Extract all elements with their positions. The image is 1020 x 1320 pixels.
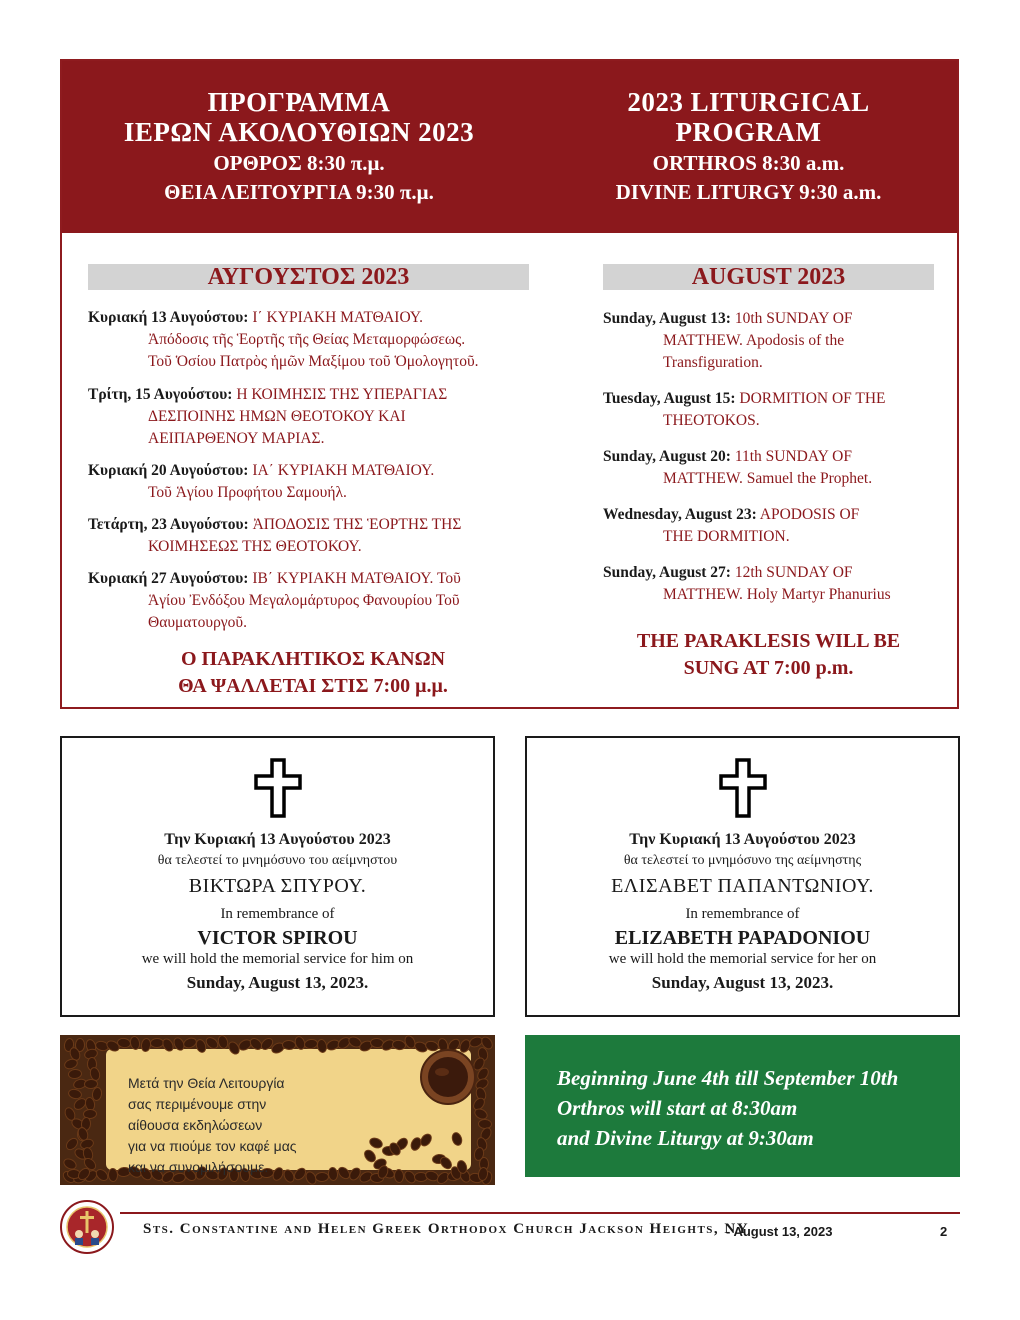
english-entry <box>603 446 948 490</box>
banner-english-liturgy: DIVINE LITURGY 9:30 a.m. <box>615 180 882 204</box>
greek-entry-line: Θαυματουργοῦ. <box>148 614 247 631</box>
english-entry-title: APODOSIS OF <box>756 506 860 523</box>
english-entry <box>603 388 948 432</box>
english-paraklesis-note <box>603 628 934 682</box>
cross-icon <box>718 758 768 818</box>
banner-english-orthros: ORTHROS 8:30 a.m. <box>652 151 845 175</box>
greek-paraklesis-line-1: Ο ΠΑΡΑΚΛΗΤΙΚΟΣ ΚΑΝΩΝ <box>180 648 446 670</box>
memorial-greek-date: Την Κυριακή 13 Αυγούστου 2023 <box>629 831 856 848</box>
notice-line: and Divine Liturgy at 9:30am <box>557 1126 814 1150</box>
memorial-english-name: ELIZABETH PAPADONIOU <box>614 927 871 949</box>
english-entry <box>603 562 948 606</box>
footer-rule <box>120 1212 960 1214</box>
coffee-hour-text <box>128 1073 398 1178</box>
memorial-english-text: we will hold the memorial service for him on <box>141 951 414 967</box>
english-entry-line: MATTHEW. Apodosis of the <box>663 332 845 349</box>
banner-english-title-2: PROGRAM <box>675 117 822 147</box>
greek-entry-line: Ἁγίου Ἐνδόξου Μεγαλομάρτυρος Φανουρίου Τοῦ <box>148 592 460 609</box>
greek-entry-date: Τρίτη, 15 Αυγούστου: <box>88 386 233 403</box>
coffee-cup-icon <box>414 1045 486 1107</box>
church-seal-logo <box>60 1200 114 1254</box>
memorial-notice <box>60 736 495 1017</box>
coffee-line: αίθουσα εκδηλώσεων <box>128 1117 263 1133</box>
memorial-english-intro: In remembrance of <box>220 906 335 922</box>
memorial-english-date: Sunday, August 13, 2023. <box>186 973 369 992</box>
memorial-greek-text: θα τελεστεί το μνημόσυνο του αείμνηστου <box>157 853 398 868</box>
greek-entry-date: Κυριακή 27 Αυγούστου: <box>88 570 249 587</box>
banner-english <box>536 87 961 207</box>
greek-entry-title: Ι΄ ΚΥΡΙΑΚΗ ΜΑΤΘΑΙΟΥ. <box>248 309 424 326</box>
summer-schedule-text <box>557 1063 898 1153</box>
memorial-greek-name: ΒΙΚΤΩΡΑ ΣΠΥΡΟΥ. <box>188 875 367 897</box>
notice-line: Orthros will start at 8:30am <box>557 1096 798 1120</box>
summer-schedule-notice <box>525 1035 960 1177</box>
memorial-english-date: Sunday, August 13, 2023. <box>651 973 834 992</box>
liturgical-program-box <box>60 59 959 709</box>
footer-church-name: Sts. Constantine and Helen Greek Orthodox Church Jackson Heights, NY <box>143 1221 750 1237</box>
greek-entry <box>88 568 538 634</box>
banner-english-title-1: 2023 LITURGICAL <box>627 87 870 117</box>
english-entry-date: Sunday, August 20: <box>603 448 731 465</box>
english-paraklesis-line-2: SUNG AT 7:00 p.m. <box>683 657 854 679</box>
greek-entry-title: Η ΚΟΙΜΗΣΙΣ ΤΗΣ ΥΠΕΡΑΓΙΑΣ <box>232 386 448 403</box>
english-entry-date: Sunday, August 27: <box>603 564 731 581</box>
page-number: 2 <box>940 1224 948 1239</box>
banner-greek-orthros: ΟΡΘΡΟΣ 8:30 π.μ. <box>213 151 385 175</box>
memorial-english-name: VICTOR SPIROU <box>197 927 358 949</box>
memorial-english-intro: In remembrance of <box>685 906 800 922</box>
greek-entry-line: Τοῦ Ὁσίου Πατρὸς ἡμῶν Μαξίμου τοῦ Ὁμολογητοῦ. <box>148 353 479 370</box>
greek-entry-line: ΔΕΣΠΟΙΝΗΣ ΗΜΩΝ ΘΕΟΤΟΚΟΥ ΚΑΙ <box>148 408 406 425</box>
greek-entry-date: Κυριακή 13 Αυγούστου: <box>88 309 249 326</box>
english-entry-line: Transfiguration. <box>663 354 763 371</box>
english-entry-line: MATTHEW. Holy Martyr Phanurius <box>663 586 891 603</box>
greek-entry-date: Κυριακή 20 Αυγούστου: <box>88 462 249 479</box>
english-paraklesis-line-1: THE PARAKLESIS WILL BE <box>636 630 901 652</box>
program-banner <box>62 61 957 233</box>
english-entry-date: Tuesday, August 15: <box>603 390 736 407</box>
greek-entry-line: Ἀπόδοσις τῆς Ἑορτῆς τῆς Θείας Μεταμορφώσεως. <box>148 331 466 348</box>
notice-line: Beginning June 4th till September 10th <box>557 1066 899 1090</box>
english-entry-line: THEOTOKOS. <box>663 412 760 429</box>
english-entry-date: Sunday, August 13: <box>603 310 731 327</box>
greek-entry-line: ΚΟΙΜΗΣΕΩΣ ΤΗΣ ΘΕΟΤΟΚΟΥ. <box>148 538 362 555</box>
greek-entry-date: Τετάρτη, 23 Αυγούστου: <box>88 516 249 533</box>
coffee-line: σας περιμένουμε στην <box>128 1096 267 1112</box>
greek-entry-title: ΙΒ΄ ΚΥΡΙΑΚΗ ΜΑΤΘΑΙΟΥ. Τοῦ <box>248 570 461 587</box>
english-entry-date: Wednesday, August 23: <box>603 506 757 523</box>
banner-greek-title-1: ΠΡΟΓΡΑΜΜΑ <box>207 87 391 117</box>
english-month-heading: AUGUST 2023 <box>603 264 934 290</box>
memorial-english-text: we will hold the memorial service for her on <box>608 951 877 967</box>
greek-month-heading: ΑΥΓΟΥΣΤΟΣ 2023 <box>88 264 529 290</box>
english-entry <box>603 308 948 374</box>
cross-icon <box>253 758 303 818</box>
greek-entry <box>88 307 538 373</box>
greek-entry-line: ΑΕΙΠΑΡΘΕΝΟΥ ΜΑΡΙΑΣ. <box>148 430 325 447</box>
greek-entry-title: ἈΠΟΔΟΣΙΣ ΤΗΣ ἙΟΡΤΗΣ ΤΗΣ <box>248 516 462 533</box>
greek-entry <box>88 514 538 558</box>
memorial-greek-text: θα τελεστεί το μνημόσυνο της αείμνηστης <box>623 853 862 868</box>
greek-entry <box>88 384 538 450</box>
greek-entry-title: ΙΑ΄ ΚΥΡΙΑΚΗ ΜΑΤΘΑΙΟΥ. <box>248 462 435 479</box>
coffee-hour-card <box>60 1035 495 1185</box>
greek-entry <box>88 460 538 504</box>
english-entry-title: DORMITION OF THE <box>735 390 886 407</box>
english-entry-line: THE DORMITION. <box>663 528 790 545</box>
english-entry-line: MATTHEW. Samuel the Prophet. <box>663 470 873 487</box>
memorial-notice <box>525 736 960 1017</box>
coffee-line: και να συνομιλήσουμε. <box>128 1159 269 1175</box>
greek-paraklesis-note <box>88 646 538 700</box>
english-entry-title: 11th SUNDAY OF <box>730 448 852 465</box>
banner-greek-liturgy: ΘΕΙΑ ΛΕΙΤΟΥΡΓΙΑ 9:30 π.μ. <box>164 180 434 204</box>
memorial-greek-date: Την Κυριακή 13 Αυγούστου 2023 <box>164 831 391 848</box>
footer-date: - August 13, 2023 <box>726 1224 833 1239</box>
greek-paraklesis-line-2: ΘΑ ΨΑΛΛΕΤΑΙ ΣΤΙΣ 7:00 μ.μ. <box>178 675 448 697</box>
greek-entry-line: Τοῦ Ἁγίου Προφήτου Σαμουήλ. <box>148 484 347 501</box>
banner-greek-title-2: ΙΕΡΩΝ ΑΚΟΛΟΥΘΙΩΝ 2023 <box>123 117 475 147</box>
english-entry-title: 10th SUNDAY OF <box>730 310 853 327</box>
english-entry <box>603 504 948 548</box>
coffee-line: για να πιούμε τον καφέ μας <box>128 1138 297 1154</box>
memorial-greek-name: ΕΛΙΣΑΒΕΤ ΠΑΠΑΝΤΩΝΙΟΥ. <box>611 875 874 897</box>
english-entry-title: 12th SUNDAY OF <box>730 564 853 581</box>
coffee-line: Μετά την Θεία Λειτουργία <box>128 1075 285 1091</box>
banner-greek <box>62 87 536 207</box>
